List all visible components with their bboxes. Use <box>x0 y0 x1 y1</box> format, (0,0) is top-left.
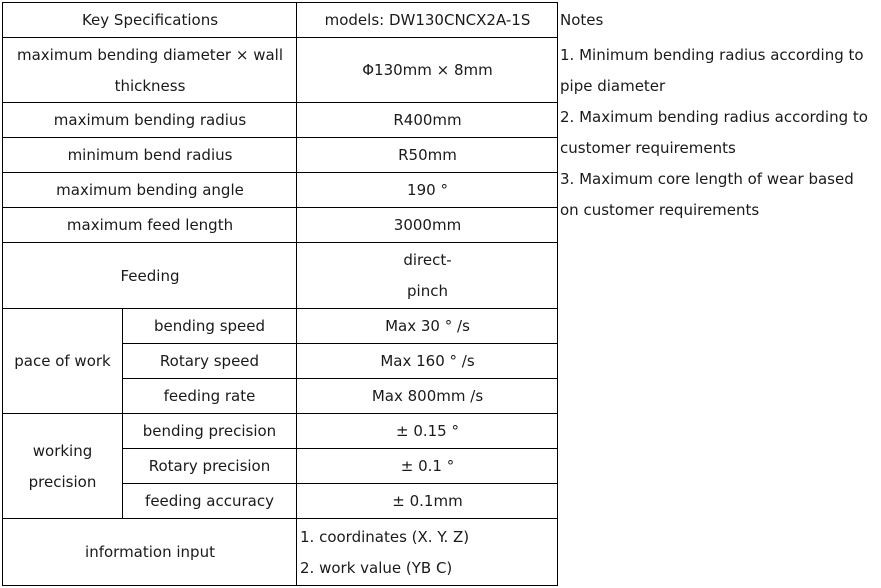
row-min-radius-value: R50mm <box>398 146 457 164</box>
pace-group-label: pace of work <box>14 352 111 370</box>
pace-feeding-value: Max 800mm /s <box>371 387 484 405</box>
table-border <box>2 37 558 38</box>
info-input-value: 1. coordinates (X. Y. Z) 2. work value (YB C) <box>300 528 470 577</box>
table-border <box>122 378 558 379</box>
header-notes: Notes <box>560 11 604 29</box>
notes-content: 1. Minimum bending radius according to pipe diameter 2. Maximum bending radius according to customer requirements 3. Maximum core length of wear based on customer requirements <box>560 46 868 219</box>
table-border <box>2 242 558 243</box>
table-border <box>2 2 3 586</box>
precision-feeding-value: ± 0.1mm <box>392 492 463 510</box>
row-max-angle-value: 190 ° <box>407 181 448 199</box>
precision-group-label: working precision <box>28 441 97 491</box>
pace-bending-value: Max 30 ° /s <box>385 317 470 335</box>
table-border <box>122 483 558 484</box>
table-border <box>2 413 558 414</box>
row-min-radius-label: minimum bend radius <box>67 146 233 164</box>
pace-feeding-label: feeding rate <box>163 387 256 405</box>
precision-rotary-label: Rotary precision <box>148 457 271 475</box>
row-max-radius-value: R400mm <box>393 111 462 129</box>
precision-rotary-value: ± 0.1 ° <box>400 457 455 475</box>
row-max-diameter-value: Φ130mm × 8mm <box>362 61 493 79</box>
precision-bending-value: ± 0.15 ° <box>395 422 459 440</box>
pace-rotary-label: Rotary speed <box>159 352 260 370</box>
table-border <box>2 207 558 208</box>
table-border <box>2 172 558 173</box>
precision-bending-label: bending precision <box>142 422 277 440</box>
table-border <box>2 585 558 586</box>
table-border <box>2 518 558 519</box>
row-max-diameter-label: maximum bending diameter × wall thickness <box>17 45 283 95</box>
table-border <box>557 2 558 586</box>
row-max-angle-label: maximum bending angle <box>56 181 244 199</box>
table-border <box>296 2 297 586</box>
table-border <box>2 137 558 138</box>
pace-rotary-value: Max 160 ° /s <box>380 352 475 370</box>
precision-feeding-label: feeding accuracy <box>145 492 274 510</box>
row-max-radius-label: maximum bending radius <box>53 111 247 129</box>
row-feeding-label: Feeding <box>120 266 180 285</box>
info-input-label: information input <box>85 542 215 561</box>
header-model: models: DW130CNCX2A-1S <box>324 11 531 29</box>
row-max-feed-label: maximum feed length <box>66 216 234 234</box>
table-border <box>2 308 558 309</box>
table-border <box>122 448 558 449</box>
row-feeding-value: direct- pinch <box>403 251 452 300</box>
table-border <box>122 343 558 344</box>
pace-bending-label: bending speed <box>153 317 266 335</box>
table-border <box>122 308 123 519</box>
table-border <box>2 102 558 103</box>
row-max-feed-value: 3000mm <box>393 216 462 234</box>
table-border <box>2 2 558 3</box>
header-specs: Key Specifications <box>81 11 219 29</box>
